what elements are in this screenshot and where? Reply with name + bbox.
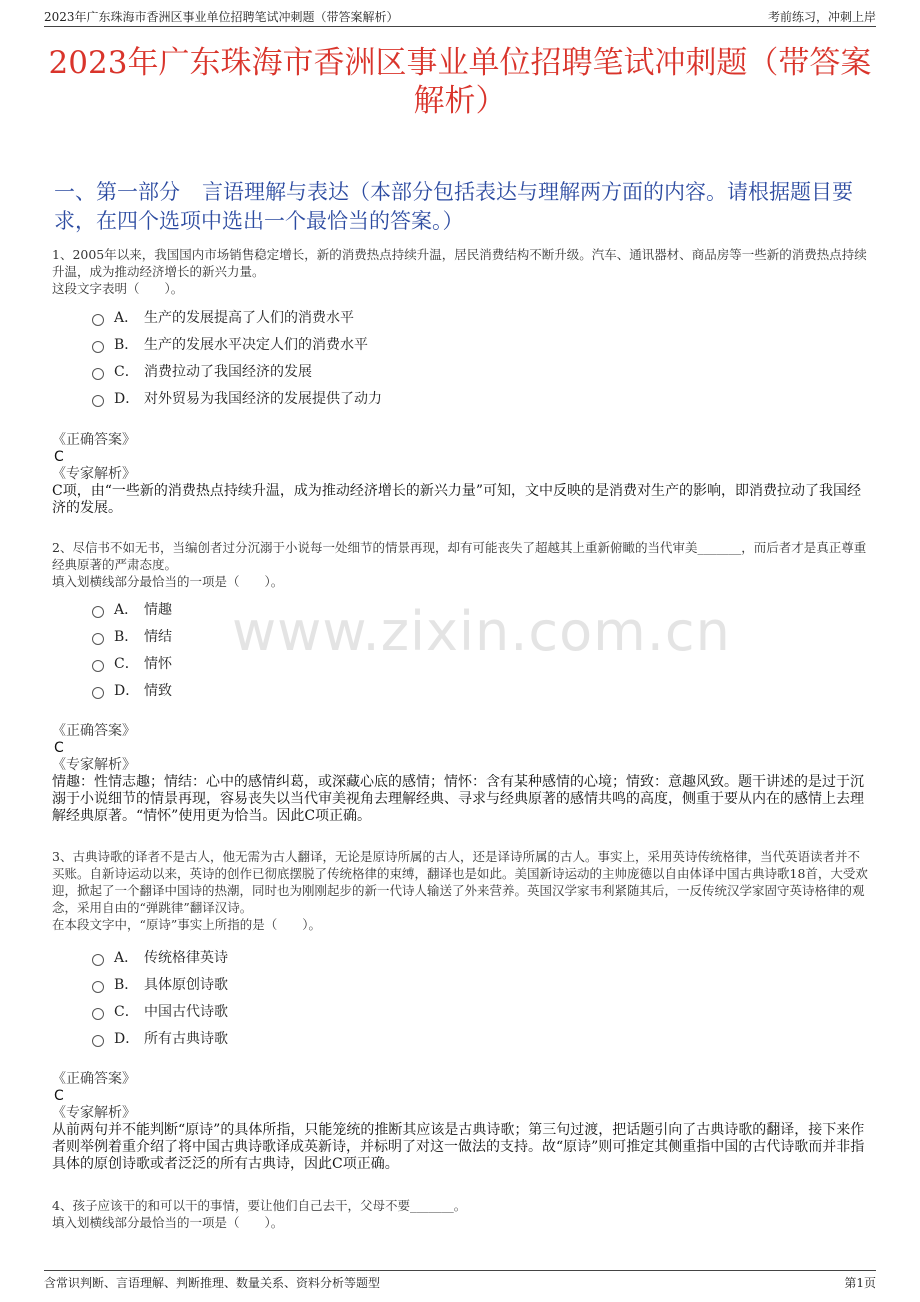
question-2-answer <box>52 723 870 825</box>
question-1-options <box>92 303 382 411</box>
question-1 <box>52 246 872 297</box>
question-4 <box>52 1197 872 1231</box>
analysis-label: 《专家解析》 <box>52 757 136 773</box>
page-footer <box>44 1270 876 1291</box>
question-stem: 4、孩子应该干的和可以干的事情，要让他们自己去干，父母不要_______。 <box>52 1198 467 1213</box>
page-number: 第1页 <box>844 1276 876 1290</box>
question-2-options <box>92 595 172 703</box>
answer-label: 《正确答案》 <box>52 723 136 739</box>
section-name: 言语理解与表达（本部分包括表达与理解两方面的内容。请根据题目要求，在四个选项中选出一个最恰当的答案。） <box>54 180 853 233</box>
radio-icon[interactable] <box>92 660 104 672</box>
option-c[interactable]: C． 情怀 <box>92 649 172 676</box>
header-doc-title: 2023年广东珠海市香洲区事业单位招聘笔试冲刺题（带答案解析） <box>44 10 399 24</box>
document-title: 2023年广东珠海市香洲区事业单位招聘笔试冲刺题（带答案解析） <box>48 45 872 119</box>
question-stem: 2、尽信书不如无书，当编创者过分沉溺于小说每一处细节的情景再现，却有可能丧失了超越其上重新俯瞰的当代审美_______，而后者才是真正尊重经典原著的严肃态度。 <box>52 540 867 572</box>
question-3 <box>52 848 872 933</box>
question-2 <box>52 539 872 590</box>
section-part: 一、第一部分 <box>54 180 180 204</box>
header-slogan: 考前练习，冲刺上岸 <box>767 10 876 24</box>
answer-label: 《正确答案》 <box>52 432 136 448</box>
option-a[interactable]: A． 传统格律英诗 <box>92 943 228 970</box>
question-prompt: 在本段文字中，“原诗”事实上所指的是（ ）。 <box>52 917 322 932</box>
radio-icon[interactable] <box>92 1035 104 1047</box>
radio-icon[interactable] <box>92 606 104 618</box>
analysis-label: 《专家解析》 <box>52 466 136 482</box>
option-a[interactable]: A． 情趣 <box>92 595 172 622</box>
question-3-options <box>92 943 228 1051</box>
radio-icon[interactable] <box>92 395 104 407</box>
question-prompt: 填入划横线部分最恰当的一项是（ ）。 <box>52 1215 284 1230</box>
footer-topics: 含常识判断、言语理解、判断推理、数量关系、资料分析等题型 <box>44 1276 381 1290</box>
question-stem: 1、2005年以来，我国国内市场销售稳定增长，新的消费热点持续升温，居民消费结构不断升级。汽车、通讯器材、商品房等一些新的消费热点持续升温，成为推动经济增长的新兴力量。 <box>52 247 867 279</box>
radio-icon[interactable] <box>92 687 104 699</box>
question-1-answer <box>52 432 870 517</box>
question-prompt: 这段文字表明（ ）。 <box>52 281 184 296</box>
analysis-label: 《专家解析》 <box>52 1105 136 1121</box>
radio-icon[interactable] <box>92 633 104 645</box>
option-d[interactable]: D． 所有古典诗歌 <box>92 1024 228 1051</box>
analysis-text: C项，由“一些新的消费热点持续升温，成为推动经济增长的新兴力量”可知，文中反映的是消费对生产的影响，即消费拉动了我国经济的发展。 <box>52 483 862 516</box>
option-a[interactable]: A． 生产的发展提高了人们的消费水平 <box>92 303 382 330</box>
analysis-text: 从前两句并不能判断“原诗”的具体所指，只能笼统的推断其应该是古典诗歌；第三句过渡，把话题引向了古典诗歌的翻译，接下来作者则举例着重介绍了将中国古典诗歌译成英新诗，并标明了对这一做法的支持。故“原诗”则可推定其侧重指中国的古代诗歌而并非指具体的原创诗歌或者泛泛的所有古典诗，因此C项正确。 <box>52 1122 865 1172</box>
analysis-text: 情趣：性情志趣；情结：心中的感情纠葛，或深藏心底的感情；情怀：含有某种感情的心境；情致：意趣风致。题干讲述的是过于沉溺于小说细节的情景再现，容易丧失以当代审美视角去理解经典、寻求与经典原著的感情共鸣的高度，侧重于要从内在的感情上去理解经典原著。“情怀”使用更为恰当。因此C项正确。 <box>52 774 864 824</box>
radio-icon[interactable] <box>92 1008 104 1020</box>
radio-icon[interactable] <box>92 341 104 353</box>
answer-value: C <box>54 449 64 465</box>
answer-label: 《正确答案》 <box>52 1071 136 1087</box>
option-b[interactable]: B． 生产的发展水平决定人们的消费水平 <box>92 330 382 357</box>
radio-icon[interactable] <box>92 314 104 326</box>
option-b[interactable]: B． 情结 <box>92 622 172 649</box>
radio-icon[interactable] <box>92 981 104 993</box>
option-d[interactable]: D． 对外贸易为我国经济的发展提供了动力 <box>92 384 382 411</box>
answer-value: C <box>54 740 64 756</box>
option-c[interactable]: C． 中国古代诗歌 <box>92 997 228 1024</box>
radio-icon[interactable] <box>92 368 104 380</box>
option-b[interactable]: B． 具体原创诗歌 <box>92 970 228 997</box>
question-3-answer <box>52 1071 870 1173</box>
question-prompt: 填入划横线部分最恰当的一项是（ ）。 <box>52 574 284 589</box>
page-header <box>44 0 876 27</box>
radio-icon[interactable] <box>92 954 104 966</box>
question-stem: 3、古典诗歌的译者不是古人，他无需为古人翻译，无论是原诗所属的古人，还是译诗所属的古人。事实上，采用英诗传统格律，当代英语读者并不买账。自新诗运动以来，英诗的创作已彻底摆脱了传统格律的束缚，翻译也是如此。美国新诗运动的主帅庞德以自由体译中国古典诗歌18首，大受欢迎，掀起了一个翻译中国诗的热潮，同时也为刚刚起步的新一代诗人输送了外来营养。英国汉学家韦利紧随其后，一反传统汉学家固守英诗格律的观念，采用自由的“弹跳律”翻译汉诗。 <box>52 849 868 915</box>
answer-value: C <box>54 1088 64 1104</box>
option-d[interactable]: D． 情致 <box>92 676 172 703</box>
watermark: www.zixin.com.cn <box>232 600 731 663</box>
section-heading <box>54 178 872 236</box>
option-c[interactable]: C． 消费拉动了我国经济的发展 <box>92 357 382 384</box>
